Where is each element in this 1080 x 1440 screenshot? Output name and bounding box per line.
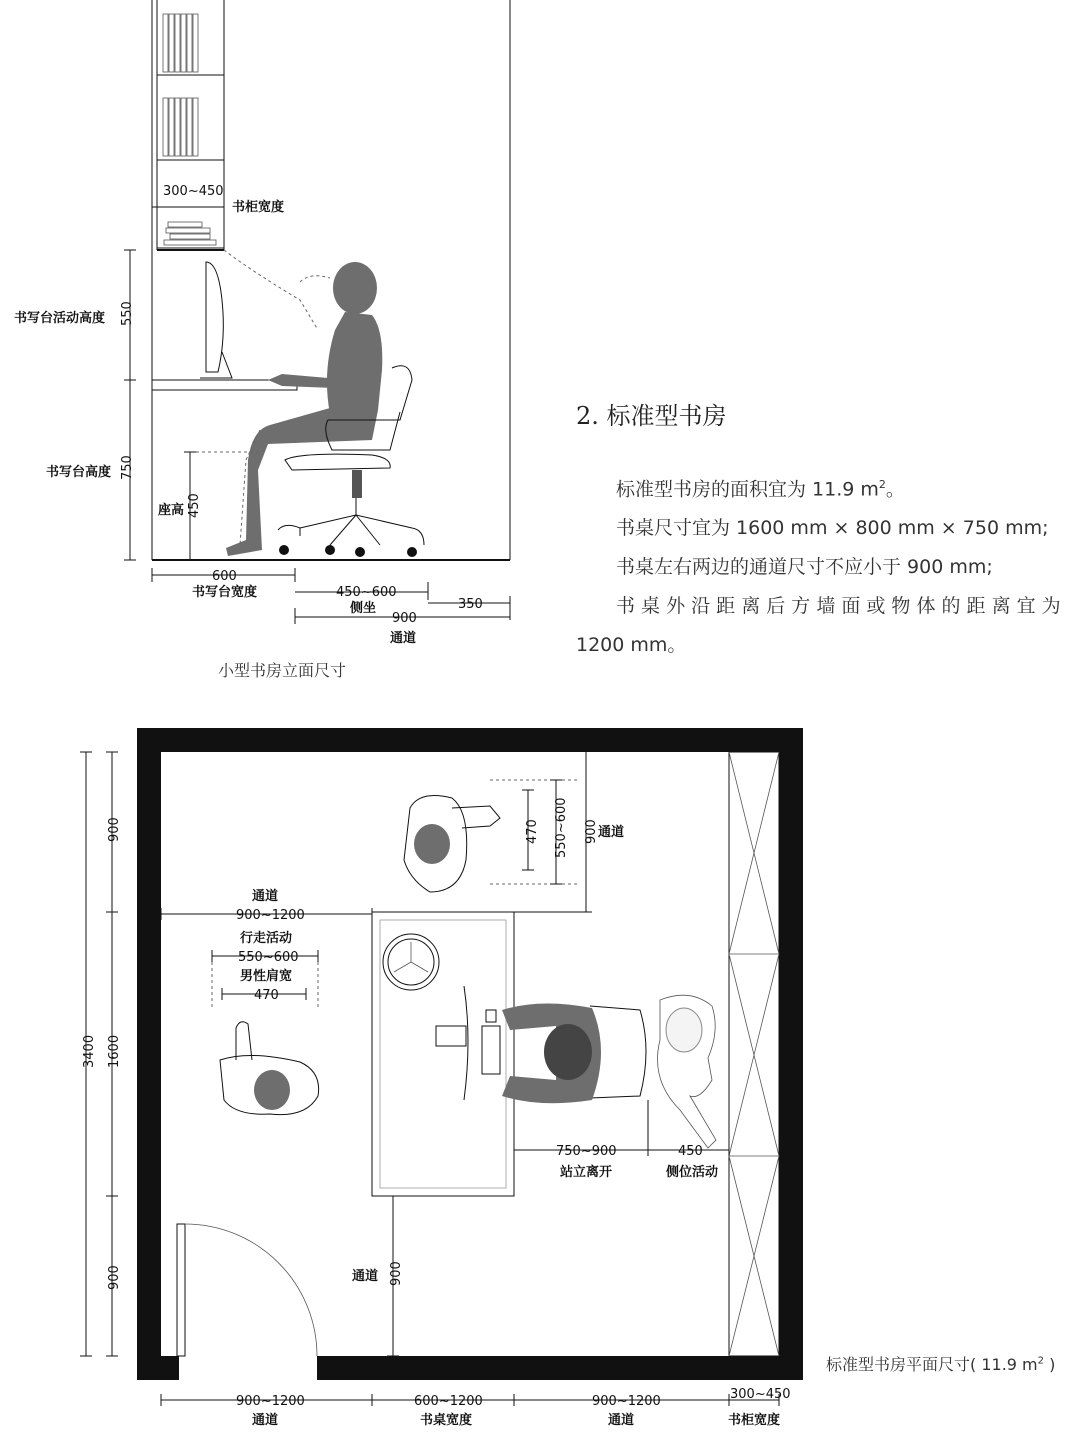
person-550-600: 550~600 — [554, 797, 569, 858]
top-passage-dim: 900 — [584, 819, 599, 844]
stand-leave-label: 站立离开 — [560, 1165, 613, 1180]
section-title: 2. 标准型书房 — [576, 402, 727, 430]
seated-person — [224, 250, 382, 556]
standard-study-text — [576, 396, 1068, 665]
bottom-dim-3: 900~1200 — [592, 1394, 661, 1409]
left-1600: 1600 — [107, 1034, 122, 1068]
bookcase — [157, 0, 224, 250]
side-sit-label: 侧坐 — [350, 601, 377, 616]
area-line: 标准型书房的面积宜为 11.9 $m^2$。 — [616, 478, 905, 501]
top-passage-label: 通道 — [598, 825, 625, 840]
desk-activity-height-dim: 550 — [120, 301, 135, 326]
books-top — [163, 14, 198, 72]
books-stack — [164, 222, 216, 245]
dim-walk-activity — [161, 888, 372, 1010]
side-activity-dim: 450 — [678, 1144, 703, 1159]
bottom-label-2: 书桌宽度 — [420, 1413, 473, 1428]
door — [177, 1224, 317, 1356]
plan-bookcase — [729, 752, 779, 1356]
dim-bookcase-width — [152, 184, 284, 215]
side-activity-label: 侧位活动 — [666, 1165, 719, 1180]
desk-height-label: 书写台高度 — [46, 465, 112, 480]
walk-activity-dim: 550~600 — [238, 950, 299, 965]
plan-top-wall — [137, 728, 803, 752]
top-walk-label: 通道 — [252, 889, 279, 904]
plan-standing-person — [658, 995, 717, 1148]
bottom-passage-dim: 900 — [389, 1261, 404, 1286]
plan-drawing — [80, 728, 803, 1428]
plan-caption: 标准型书房平面尺寸( 11.9 $m^2$ ) — [826, 1355, 1056, 1374]
passage-line: 书桌左右两边的通道尺寸不应小于 900 mm; — [616, 556, 993, 579]
desk-lamp — [383, 934, 439, 990]
dim-bottom-passage — [352, 1196, 404, 1356]
plan-walking-person-top — [404, 780, 578, 892]
bottom-label-4: 书柜宽度 — [728, 1413, 781, 1428]
shoulder-dim: 470 — [254, 988, 279, 1003]
bottom-dim-1: 900~1200 — [236, 1394, 305, 1409]
total-height-dim: 3400 — [82, 1034, 97, 1068]
passage-dim: 900 — [392, 611, 417, 626]
side-sit-dim: 450~600 — [336, 585, 397, 600]
dim-top-person — [514, 752, 624, 912]
desk-size-line: 书桌尺寸宜为 1600 mm × 800 mm × 750 mm; — [616, 517, 1049, 540]
desk-width-dim: 600 — [212, 569, 237, 584]
plan-bottom-wall-left — [137, 1356, 179, 1380]
dim-elevation-bottom — [152, 568, 510, 646]
seat-height-label: 座高 — [158, 503, 185, 518]
left-900-bottom: 900 — [107, 1265, 122, 1290]
passage-label: 通道 — [390, 631, 417, 646]
bottom-dim-2: 600~1200 — [414, 1394, 483, 1409]
bottom-passage-label: 通道 — [352, 1269, 379, 1284]
bookcase-width-label: 书柜宽度 — [232, 200, 285, 215]
bottom-dim-4: 300~450 — [730, 1387, 791, 1402]
top-walk-dim: 900~1200 — [236, 908, 305, 923]
stand-leave-dim: 750~900 — [556, 1144, 617, 1159]
plan-seated-person — [502, 1003, 646, 1103]
plan-bottom-wall-right — [317, 1356, 803, 1380]
seat-height-dim: 450 — [187, 493, 202, 518]
bottom-label-3: 通道 — [608, 1413, 635, 1428]
dim-vertical-left — [14, 250, 136, 560]
books-middle — [163, 98, 198, 156]
walk-activity-label: 行走活动 — [240, 931, 293, 946]
clear-dim: 350 — [458, 597, 483, 612]
dim-plan-bottom — [161, 1387, 791, 1428]
distance-line-2: 1200 mm。 — [576, 634, 687, 657]
plan-walking-person-left — [220, 1022, 319, 1115]
bottom-label-1: 通道 — [252, 1413, 279, 1428]
plan-right-wall — [779, 728, 803, 1380]
elevation-drawing — [14, 0, 510, 646]
desk-height-dim: 750 — [120, 455, 135, 480]
plan-left-wall — [137, 728, 161, 1380]
left-900-top: 900 — [107, 817, 122, 842]
shoulder-label: 男性肩宽 — [240, 969, 293, 984]
monitor — [200, 262, 232, 378]
distance-line-1: 书 桌 外 沿 距 离 后 方 墙 面 或 物 体 的 距 离 宜 为 — [616, 595, 1061, 618]
elevation-caption: 小型书房立面尺寸 — [218, 661, 347, 680]
dim-plan-left — [80, 752, 122, 1356]
person-470: 470 — [525, 819, 540, 844]
bookcase-width-dim: 300~450 — [163, 184, 224, 199]
desk-activity-height-label: 书写台活动高度 — [14, 311, 106, 326]
desk-width-label: 书写台宽度 — [192, 585, 258, 600]
dim-stand-side — [514, 1100, 729, 1180]
